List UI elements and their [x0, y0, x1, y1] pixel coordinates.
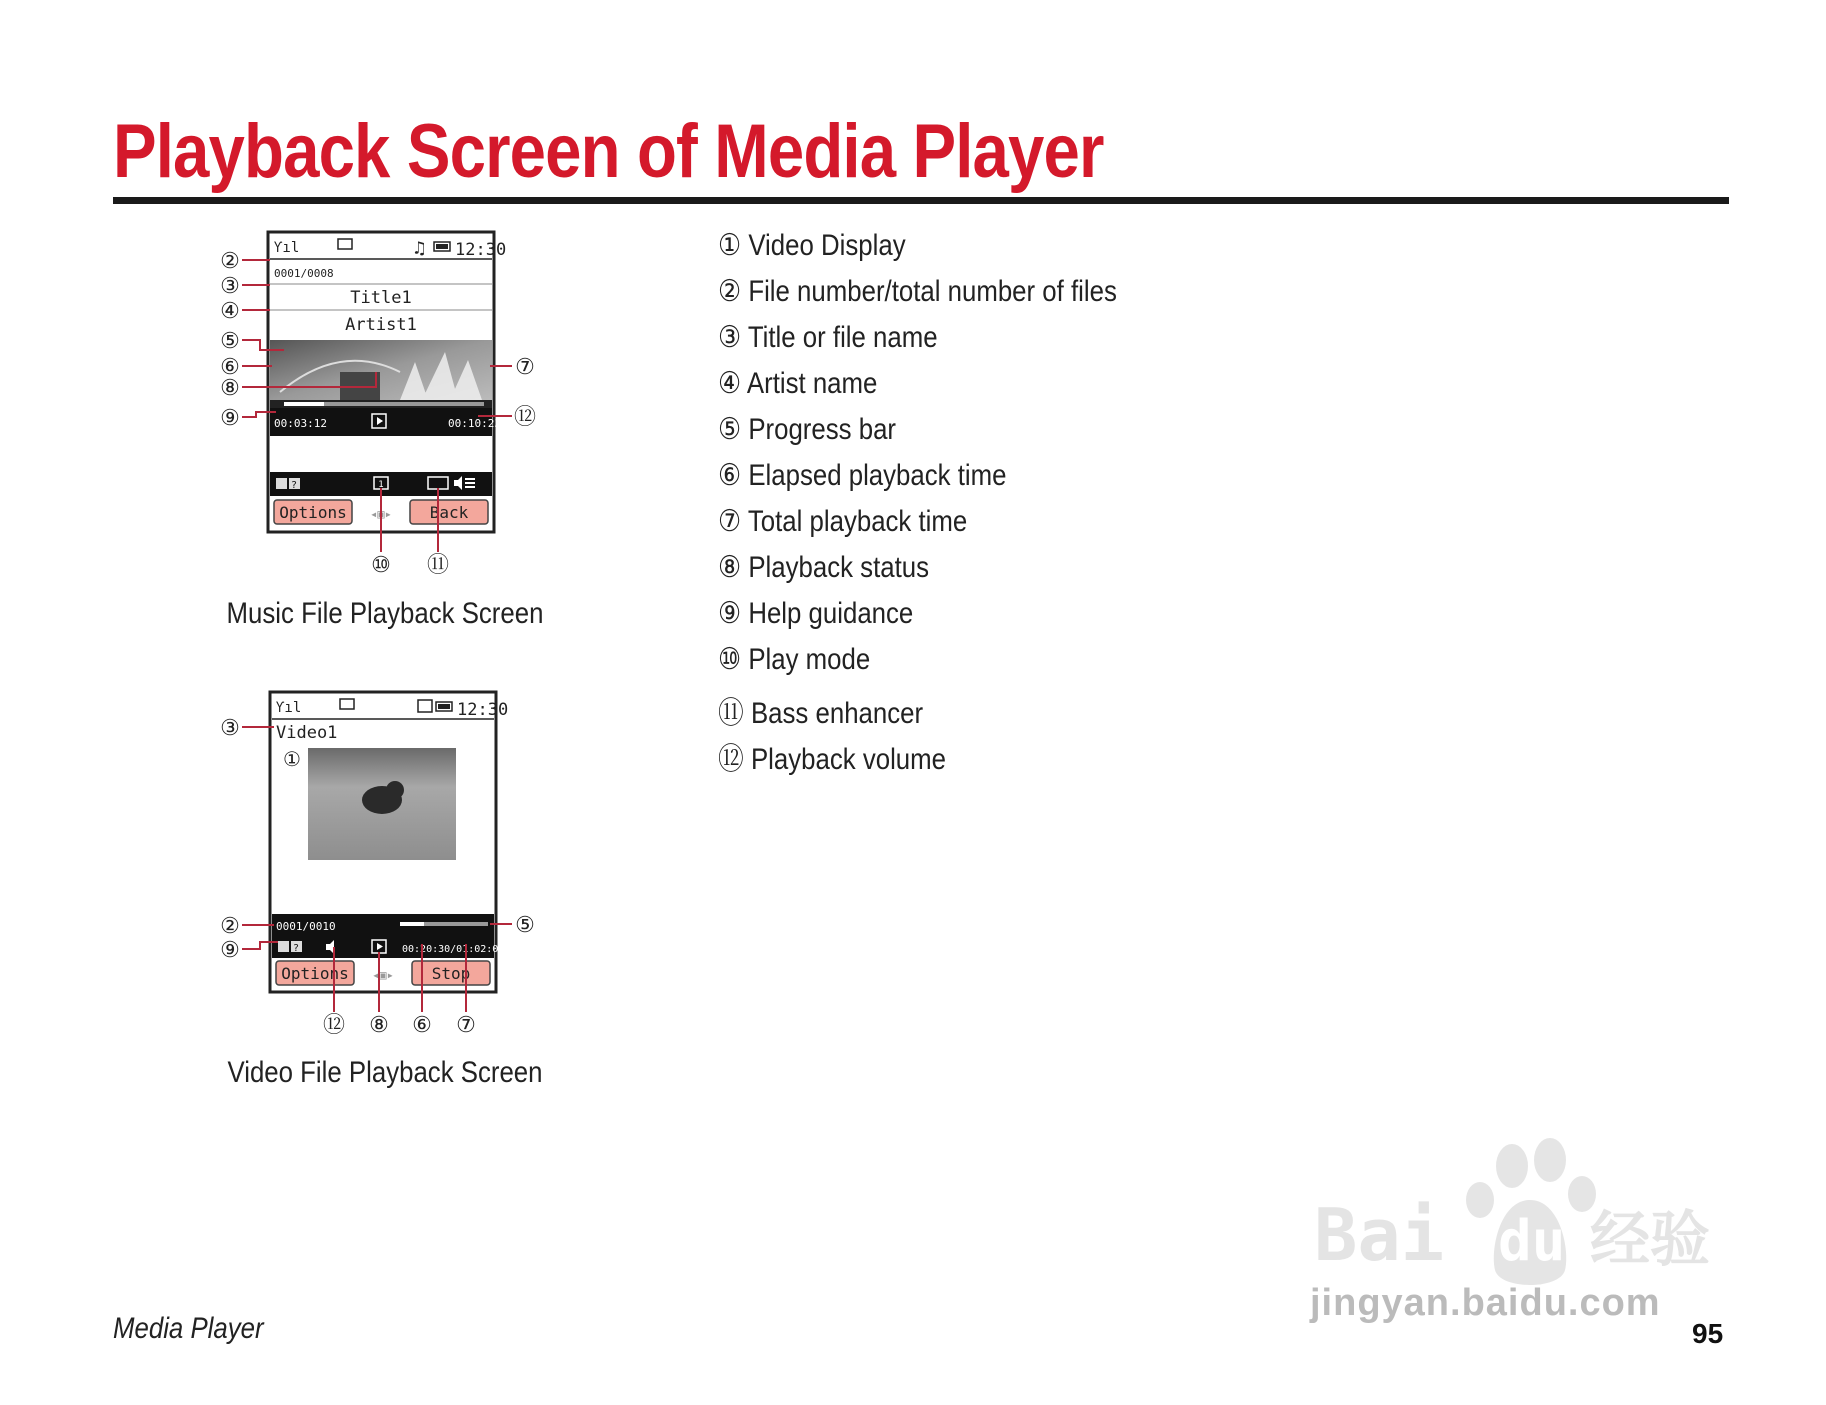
callout-5: ⑤ [515, 913, 535, 938]
legend-label: File number/total number of files [748, 275, 1117, 308]
music-clock: 12:30 [455, 240, 507, 260]
video-times: 00:20:30/01:02:03 [402, 944, 505, 955]
callout-7: ⑦ [456, 1013, 476, 1038]
legend-label: Playback volume [750, 743, 947, 776]
callout-6: ⑥ [220, 355, 240, 380]
legend-label: Help guidance [748, 597, 914, 630]
video-file-name: Video1 [276, 723, 338, 743]
callout-9: ⑨ [220, 938, 240, 963]
legend-number: ⑤ [718, 412, 742, 447]
legend-number: ④ [718, 366, 742, 401]
legend-label: Playback status [748, 551, 930, 584]
legend-item [718, 274, 1117, 309]
svg-text:?: ? [291, 480, 298, 491]
legend-label: Elapsed playback time [748, 459, 1007, 492]
callout-10: ⑩ [371, 553, 391, 578]
music-options-label: Options [279, 503, 347, 522]
callout-2: ② [220, 249, 240, 274]
watermark-brand2: du [1498, 1209, 1566, 1274]
legend-item [718, 458, 1006, 493]
music-total-time: 00:10:23 [448, 417, 501, 430]
callout-3: ③ [220, 274, 240, 299]
callout-3: ③ [220, 716, 240, 741]
callout-5: ⑤ [220, 329, 240, 354]
legend-label: Bass enhancer [750, 697, 924, 730]
bass-enhancer-icon [428, 477, 448, 489]
nav-key-icon: ◂▣▸ [372, 968, 394, 982]
legend-label: Play mode [748, 643, 871, 676]
video-file-count: 0001/0010 [276, 920, 336, 933]
title-rule [113, 197, 1729, 204]
music-back-label: Back [429, 503, 469, 522]
legend-label: Video Display [748, 229, 906, 262]
signal-icon: Ƴıl [274, 240, 300, 256]
music-artist: Artist1 [345, 315, 417, 335]
legend-item [718, 734, 946, 778]
legend-item [718, 688, 923, 732]
legend-label: Title or file name [747, 321, 938, 354]
callout-12: ⑫ [513, 405, 537, 430]
video-display [308, 748, 456, 860]
callout-4: ④ [220, 299, 240, 324]
legend-label: Artist name [746, 367, 878, 400]
legend-number: ③ [718, 320, 742, 355]
help-guidance-icon [278, 941, 289, 952]
legend-item [718, 596, 913, 631]
legend-item [718, 320, 938, 355]
video-options-label: Options [281, 964, 349, 983]
nav-key-icon: ◂▣▸ [370, 507, 392, 521]
callout-7: ⑦ [515, 355, 535, 380]
legend-number: ⑦ [718, 504, 742, 539]
video-stop-label: Stop [431, 964, 471, 983]
callout-11: ⑪ [426, 553, 450, 578]
signal-icon: Ƴıl [276, 700, 302, 716]
legend-label: Total playback time [747, 505, 968, 538]
callout-2: ② [220, 914, 240, 939]
legend-item [718, 550, 929, 585]
music-progress-fill [284, 402, 324, 406]
music-note-icon: ♫ [414, 238, 425, 259]
music-elapsed-time: 00:03:12 [274, 417, 327, 430]
callout-1: ① [283, 747, 301, 771]
legend-item [718, 642, 870, 677]
music-title: Title1 [350, 288, 412, 308]
video-screen-figure [200, 682, 570, 1052]
legend-number: ⑥ [718, 458, 742, 493]
video-screen-caption: Video File Playback Screen [227, 1056, 543, 1089]
callout-6: ⑥ [412, 1013, 432, 1038]
music-artwork [270, 340, 492, 400]
legend-number: ⑩ [718, 642, 742, 677]
legend-item [718, 504, 967, 539]
video-progress-track [424, 922, 488, 926]
page-title: Playback Screen of Media Player [113, 109, 1104, 194]
footer-section-name: Media Player [113, 1312, 264, 1345]
watermark-url: jingyan.baidu.com [1310, 1282, 1661, 1324]
legend-label: Progress bar [748, 413, 897, 446]
video-clock: 12:30 [457, 700, 509, 720]
battery-level [436, 244, 448, 249]
svg-text:1: 1 [378, 480, 384, 490]
video-progress-fill [400, 922, 424, 926]
legend-number: ⑪ [718, 696, 744, 731]
legend-number: ⑫ [718, 742, 744, 777]
music-screen-figure [200, 222, 570, 592]
legend-item [718, 228, 906, 263]
legend-number: ① [718, 228, 742, 263]
legend-item [718, 366, 877, 401]
legend-item [718, 412, 896, 447]
watermark-cn: 经验 [1590, 1205, 1710, 1275]
page-number: 95 [1692, 1318, 1724, 1349]
callout-9: ⑨ [220, 406, 240, 431]
music-file-count: 0001/0008 [274, 267, 334, 280]
watermark-brand: Bai [1314, 1193, 1445, 1277]
callout-12: ⑫ [322, 1013, 346, 1038]
legend-number: ② [718, 274, 742, 309]
callout-8: ⑧ [220, 376, 240, 401]
music-screen-caption: Music File Playback Screen [226, 597, 544, 630]
legend-number: ⑧ [718, 550, 742, 585]
legend-number: ⑨ [718, 596, 742, 631]
help-guidance-icon [276, 478, 287, 489]
callout-8: ⑧ [369, 1013, 389, 1038]
svg-text:?: ? [293, 943, 300, 954]
